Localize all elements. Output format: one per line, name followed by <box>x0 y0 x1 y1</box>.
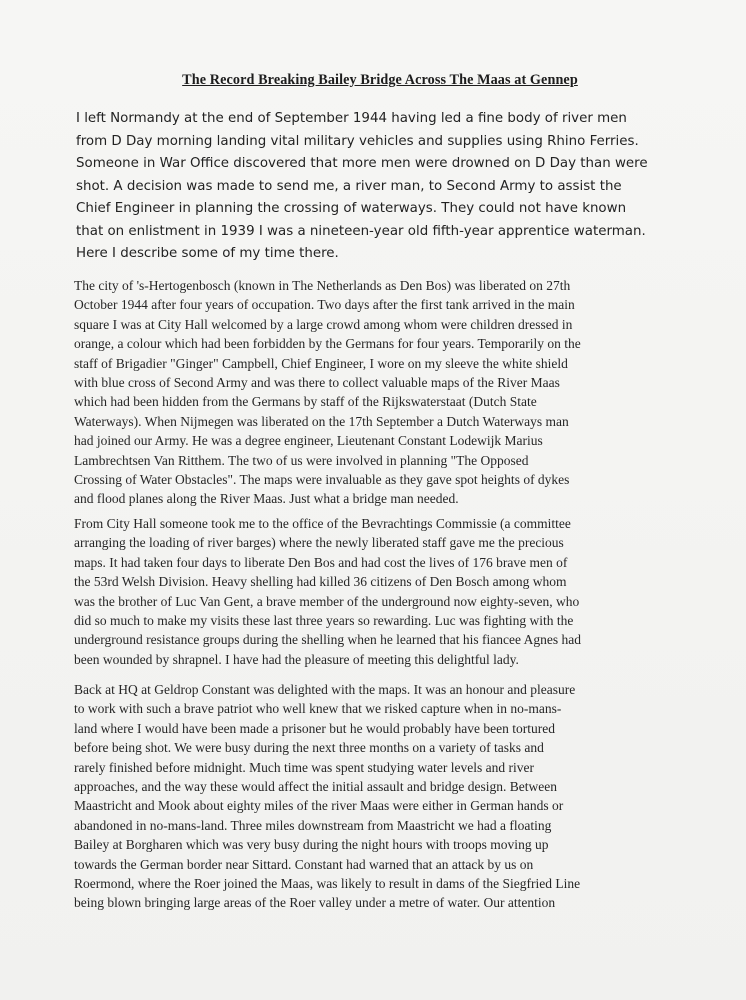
body-paragraph: From City Hall someone took me to the office of the Bevrachtings Commissie (a committee arranging the loading of river barges) where the newly liberated staff gave me the precious maps. It had taken four days to liberate Den Bos and had cost the lives of 176 brave men of the 53rd Welsh Division. Heavy shelling had killed 36 citizens of Den Bosch among whom was the brother of Luc Van Gent, a brave member of the underground now eighty-seven, who did so much to make my visits these last three years so rewarding. Luc was fighting with the underground resistance groups during the shelling when he learned that his fiancee Agnes had been wounded by shrapnel. I have had the pleasure of meeting this delightful lady. <box>74 516 581 667</box>
intro-paragraph: I left Normandy at the end of September 1944 having led a fine body of river men from D Day morning landing vital military vehicles and supplies using Rhino Ferries. Someone in War Office discovered that more men were drowned on D Day than were shot. A decision was made to send me, a river man, to Second Army to assist the Chief Engineer in planning the crossing of waterways. They could not have known that on enlistment in 1939 I was a nineteen-year old fifth-year apprentice waterman. Here I describe some of my time there. <box>76 111 648 261</box>
body-paragraph: Back at HQ at Geldrop Constant was delighted with the maps. It was an honour and pleasure to work with such a brave patriot who well knew that we risked capture when in no-mans- land where I would have been made a prisoner but he would probably have been tortured before being shot. We were busy during the next three months on a variety of tasks and rarely finished before midnight. Much time was spent studying water levels and river approaches, and the way these would affect the initial assault and bridge design. Between Maastricht and Mook about eighty miles of the river Maas were either in German hands or abandoned in no-mans-land. Three miles downstream from Maastricht we had a floating Bailey at Borgharen which was very busy during the night hours with troops moving up towards the German border near Sittard. Constant had warned that an attack by us on Roermond, where the Roer joined the Maas, was likely to result in dams of the Siegfried Line being blown bringing large areas of the Roer valley under a metre of water. Our attention <box>74 682 581 911</box>
body-paragraph: The city of 's-Hertogenbosch (known in The Netherlands as Den Bos) was liberated on 27th October 1944 after four years of occupation. Two days after the first tank arrived in the main square I was at City Hall welcomed by a large crowd among whom were children dressed in orange, a colour which had been forbidden by the Germans for four years. Temporarily on the staff of Brigadier "Ginger" Campbell, Chief Engineer, I wore on my sleeve the white shield with blue cross of Second Army and was there to collect valuable maps of the River Maas which had been hidden from the Germans by staff of the Rijkswaterstaat (Dutch State Waterways). When Nijmegen was liberated on the 17th September a Dutch Waterways man had joined our Army. He was a degree engineer, Lieutenant Constant Lodewijk Marius Lambrechtsen Van Ritthem. The two of us were involved in planning "The Opposed Crossing of Water Obstacles". The maps were invaluable as they gave spot heights of dykes and flood planes along the River Maas. Just what a bridge man needed. <box>74 278 581 507</box>
document-title: The Record Breaking Bailey Bridge Across The Maas at Gennep <box>182 72 578 88</box>
